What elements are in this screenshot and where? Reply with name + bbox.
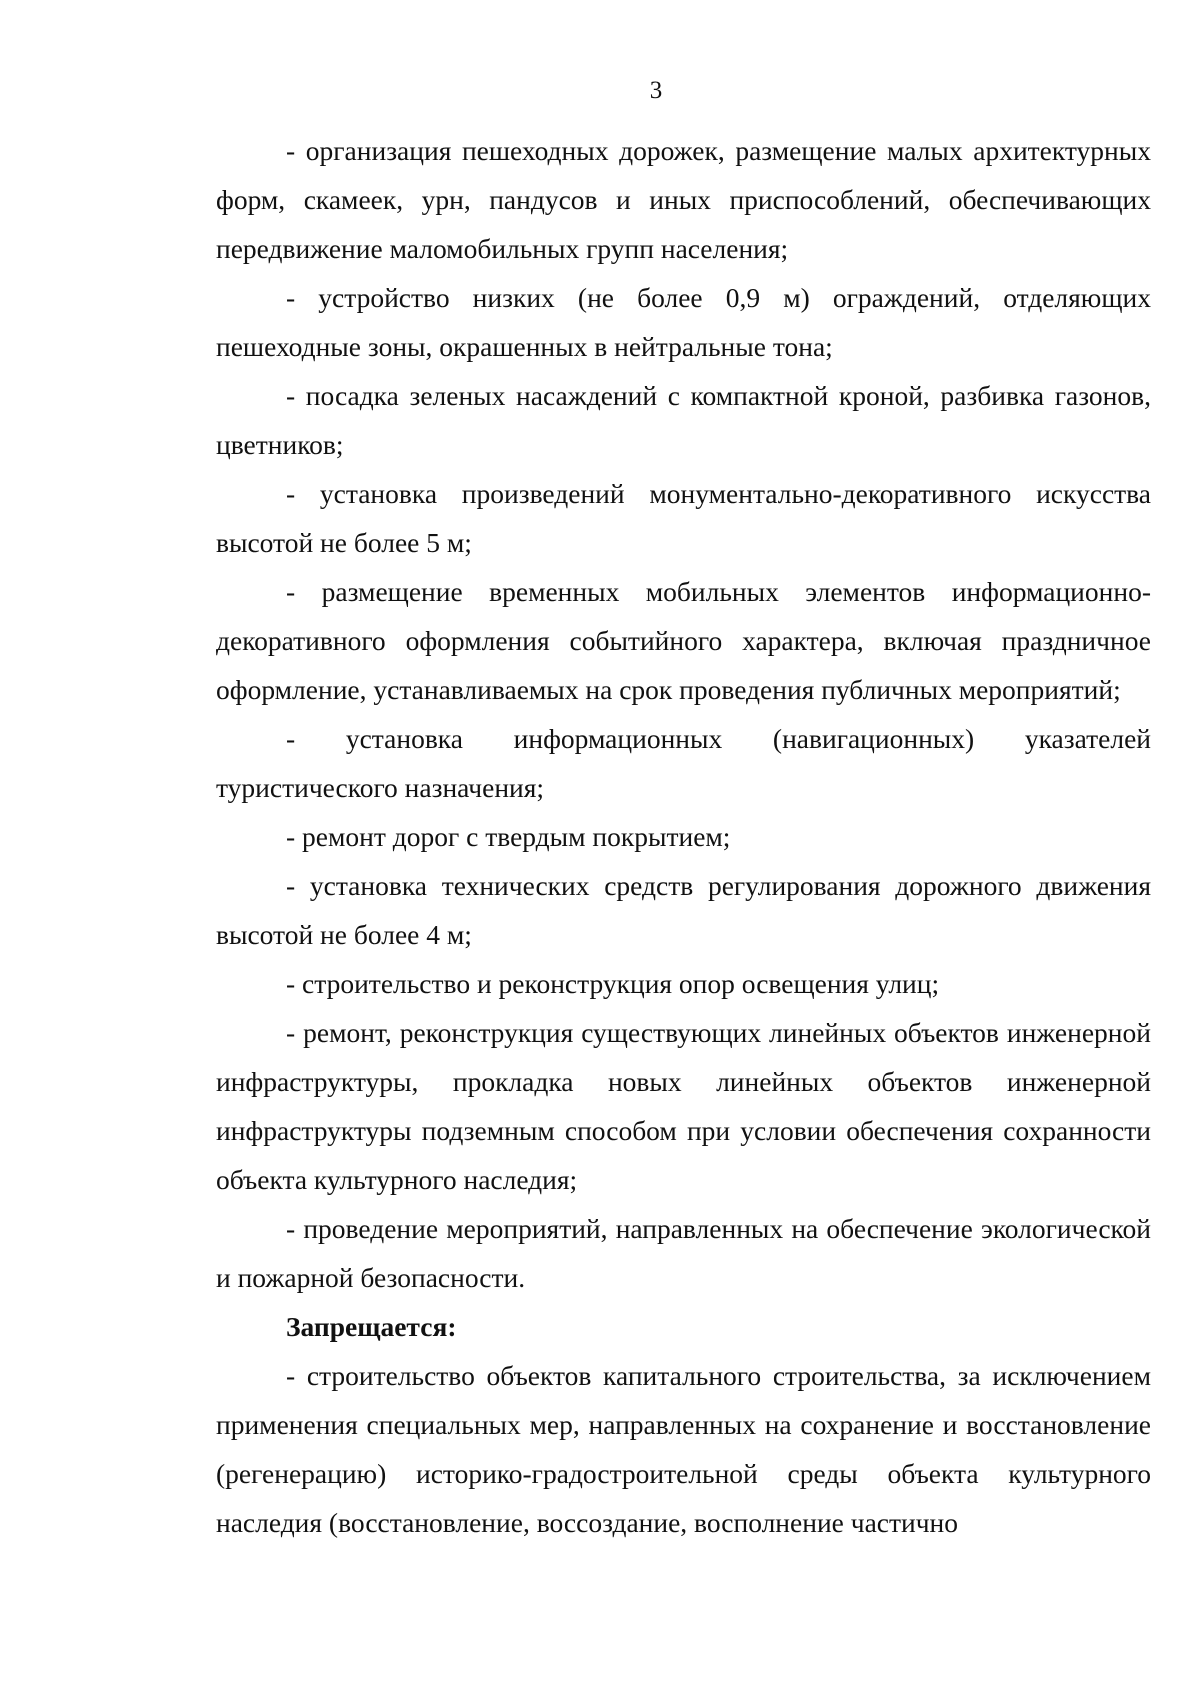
list-item-lighting-poles: - строительство и реконструкция опор освещения улиц;: [286, 968, 940, 999]
list-item-temporary-decor: - размещение временных мобильных элементов информационно-декоративного оформления событийного характера, включая праздничное оформление, устанавливаемых на срок проведения публичных мероприятий;: [216, 576, 1151, 705]
list-item-traffic-devices: - установка технических средств регулирования дорожного движения высотой не более 4 м;: [216, 870, 1151, 950]
page-number: 3: [649, 77, 663, 104]
list-item-green-plantings: - посадка зеленых насаждений с компактной кроной, разбивка газонов, цветников;: [216, 380, 1151, 460]
list-item-capital-construction: - строительство объектов капитального строительства, за исключением применения специальных мер, направленных на сохранение и восстановление (регенерацию) историко-градостроительной среды объекта культурного наследия (восстановление, воссоздание, восполнение частично: [216, 1360, 1151, 1538]
list-item-road-repair: - ремонт дорог с твердым покрытием;: [286, 821, 731, 852]
list-item-monumental-art: - установка произведений монументально-декоративного искусства высотой не более 5 м;: [216, 478, 1151, 558]
list-item-engineering-infrastructure: - ремонт, реконструкция существующих линейных объектов инженерной инфраструктуры, прокладка новых линейных объектов инженерной инфраструктуры подземным способом при условии обеспечения сохранности объекта культурного наследия;: [216, 1017, 1151, 1195]
document-body: [216, 126, 1151, 1547]
list-item-low-fences: - устройство низких (не более 0,9 м) ограждений, отделяющих пешеходные зоны, окрашенных в нейтральные тона;: [216, 282, 1151, 362]
list-item-tourist-signs: - установка информационных (навигационных) указателей туристического назначения;: [216, 723, 1151, 803]
list-item-safety-measures: - проведение мероприятий, направленных на обеспечение экологической и пожарной безопасности.: [216, 1213, 1151, 1293]
prohibited-heading: Запрещается:: [286, 1311, 457, 1342]
list-item-pedestrian-paths: - организация пешеходных дорожек, размещение малых архитектурных форм, скамеек, урн, пандусов и иных приспособлений, обеспечивающих передвижение маломобильных групп населения;: [216, 135, 1151, 264]
